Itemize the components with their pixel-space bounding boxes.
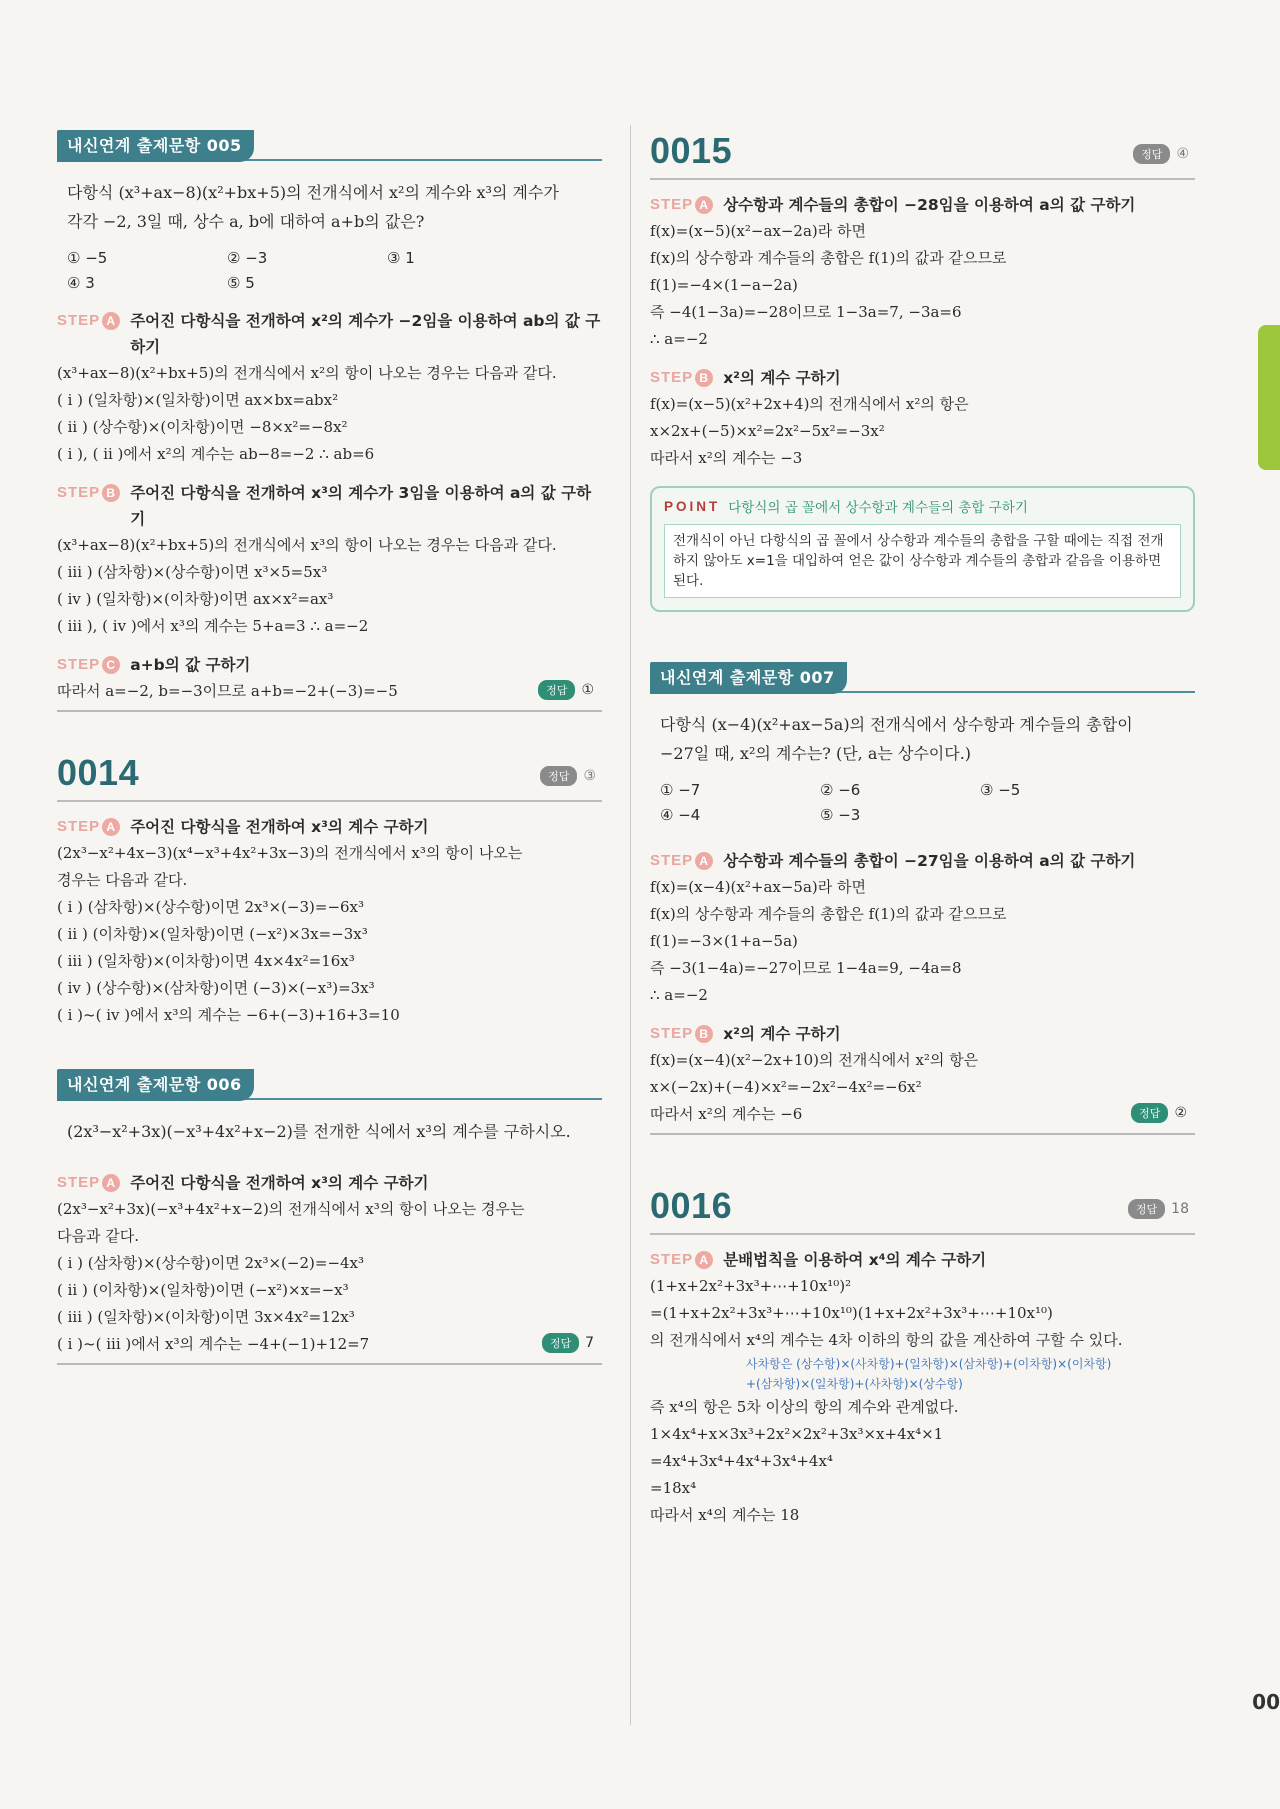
solution-line: (2x³−x²+3x)(−x³+4x²+x−2)의 전개식에서 x³의 항이 나오는 경우는	[57, 1200, 525, 1218]
solution-line: f(x)=(x−5)(x²−ax−2a)라 하면	[650, 222, 866, 240]
step-b	[57, 480, 602, 640]
problem-line: 다항식 (x³+ax−8)(x²+bx+5)의 전개식에서 x²의 계수와 x³의 계수가	[67, 183, 559, 202]
solution-line: ( ii ) (이차항)×(일차항)이면 (−x²)×3x=−3x³	[57, 925, 368, 943]
step-a	[650, 848, 1195, 1009]
choice-4[interactable]: ④ −4	[660, 806, 701, 824]
answer-value: ②	[1174, 1105, 1187, 1121]
choice-5[interactable]: ⑤ −3	[820, 806, 861, 824]
answer	[542, 1333, 594, 1353]
solution-line: f(x)=(x−4)(x²+ax−5a)라 하면	[650, 878, 866, 896]
solution-line: ( i ) (삼차항)×(상수항)이면 2x³×(−3)=−6x³	[57, 898, 365, 916]
problem-text	[67, 178, 602, 236]
step-title: 주어진 다항식을 전개하여 x³의 계수 구하기	[130, 1174, 429, 1192]
step-badge: STEP A	[57, 814, 120, 840]
solution-line: f(x)의 상수항과 계수들의 총합은 f(1)의 값과 같으므로	[650, 249, 1007, 267]
choice-4[interactable]: ④ 3	[67, 274, 95, 292]
solution-line: ( i ) (일차항)×(일차항)이면 ax×bx=abx²	[57, 391, 339, 409]
step-a	[650, 192, 1195, 353]
section-rule	[650, 1133, 1195, 1135]
choices	[67, 246, 602, 296]
step-title: a+b의 값 구하기	[130, 656, 251, 674]
problem-header-006	[57, 1069, 602, 1103]
solution-line: ( iii ) (삼차항)×(상수항)이면 x³×5=5x³	[57, 563, 328, 581]
step-b	[650, 1021, 1195, 1131]
answer-badge: 정답	[1133, 144, 1170, 164]
solution-line: f(x)=(x−5)(x²+2x+4)의 전개식에서 x²의 항은	[650, 395, 969, 413]
point-label: POINT	[664, 498, 721, 514]
step-badge: STEP B	[650, 1021, 713, 1047]
choice-3[interactable]: ③ 1	[387, 249, 415, 267]
point-line: 전개식이 아닌 다항식의 곱 꼴에서 상수항과 계수들의 총합을 구할 때에는 직접 전개	[673, 533, 1164, 549]
step-badge: STEP A	[57, 308, 120, 334]
solution-line: 따라서 x²의 계수는 −6	[650, 1105, 803, 1123]
choice-1[interactable]: ① −5	[67, 249, 108, 267]
solution-line: f(x)=(x−4)(x²−2x+10)의 전개식에서 x²의 항은	[650, 1051, 979, 1069]
solution-line: ( i )~( iii )에서 x³의 계수는 −4+(−1)+12=7	[57, 1335, 370, 1353]
problem-number: 0015	[650, 130, 733, 171]
step-badge: STEP A	[650, 192, 713, 218]
solution-line: ( iv ) (상수항)×(삼차항)이면 (−3)×(−x³)=3x³	[57, 979, 375, 997]
step-a	[57, 814, 602, 1029]
solution-line: 즉 −3(1−4a)=−27이므로 1−4a=9, −4a=8	[650, 959, 962, 977]
solution-line: ( iii ) (일차항)×(이차항)이면 4x×4x²=16x³	[57, 952, 355, 970]
choice-3[interactable]: ③ −5	[980, 781, 1021, 799]
answer-value: 18	[1171, 1201, 1189, 1217]
step-title: 주어진 다항식을 전개하여 x²의 계수가 −2임을 이용하여 ab의 값 구하기	[130, 312, 601, 356]
answer	[1128, 1199, 1189, 1219]
step-badge: STEP A	[57, 1170, 120, 1196]
solution-line: 다음과 같다.	[57, 1227, 139, 1245]
problem-header-007	[650, 662, 1195, 696]
section-rule	[57, 710, 602, 712]
solution-line: ( iv ) (일차항)×(이차항)이면 ax×x²=ax³	[57, 590, 334, 608]
solution-line: 의 전개식에서 x⁴의 계수는 4차 이하의 항의 값을 계산하여 구할 수 있다.	[650, 1331, 1123, 1349]
answer-badge: 정답	[1131, 1103, 1168, 1123]
solution-line: ( iii ) (일차항)×(이차항)이면 3x×4x²=12x³	[57, 1308, 355, 1326]
problem-line: 각각 −2, 3일 때, 상수 a, b에 대하여 a+b의 값은?	[67, 212, 425, 231]
step-title: 분배법칙을 이용하여 x⁴의 계수 구하기	[723, 1251, 987, 1269]
step-badge: STEP C	[57, 652, 120, 678]
answer	[1131, 1103, 1187, 1123]
problem-header-0016	[650, 1185, 1195, 1231]
answer-value: ④	[1176, 146, 1189, 162]
solution-line: ∴ a=−2	[650, 330, 708, 348]
solution-line: ( ii ) (이차항)×(일차항)이면 (−x²)×x=−x³	[57, 1281, 349, 1299]
solution-line: ( i ) (삼차항)×(상수항)이면 2x³×(−2)=−4x³	[57, 1254, 365, 1272]
problem-text	[660, 710, 1195, 768]
problem-tag: 내신연계 출제문항 007	[650, 662, 847, 694]
solution-line: x×(−2x)+(−4)×x²=−2x²−4x²=−6x²	[650, 1078, 922, 1096]
solution-line: 즉 x⁴의 항은 5차 이상의 항의 계수와 관계없다.	[650, 1398, 959, 1416]
solution-line: 따라서 x²의 계수는 −3	[650, 449, 803, 467]
answer	[1133, 144, 1189, 164]
problem-tag: 내신연계 출제문항 006	[57, 1069, 254, 1101]
step-badge: STEP A	[650, 848, 713, 874]
section-rule	[57, 1363, 602, 1365]
annotation-note	[650, 1354, 1195, 1394]
step-badge: STEP B	[57, 480, 120, 506]
answer-value: ①	[581, 682, 594, 698]
problem-text	[67, 1117, 602, 1146]
section-rule	[57, 800, 602, 802]
problem-line: −27일 때, x²의 계수는? (단, a는 상수이다.)	[660, 744, 972, 763]
solution-line: ( i )~( iv )에서 x³의 계수는 −6+(−3)+16+3=10	[57, 1006, 400, 1024]
problem-header-005	[57, 130, 602, 164]
note-line: +(삼차항)×(일차항)+(사차항)×(상수항)	[746, 1377, 963, 1391]
step-b	[650, 365, 1195, 472]
solution-line: =18x⁴	[650, 1479, 697, 1497]
section-rule	[650, 1233, 1195, 1235]
answer-badge: 정답	[542, 1333, 579, 1353]
choices	[660, 778, 1195, 828]
point-line: 하지 않아도 x=1을 대입하여 얻은 값이 상수항과 계수들의 총합과 같음을 이용하면	[673, 553, 1162, 569]
problem-number: 0014	[57, 752, 140, 793]
point-box	[650, 486, 1195, 612]
solution-line: f(x)의 상수항과 계수들의 총합은 f(1)의 값과 같으므로	[650, 905, 1007, 923]
choice-2[interactable]: ② −3	[227, 249, 268, 267]
problem-line: 다항식 (x−4)(x²+ax−5a)의 전개식에서 상수항과 계수들의 총합이	[660, 715, 1133, 734]
step-badge: STEP A	[650, 1247, 713, 1273]
answer	[538, 680, 594, 700]
step-title: 주어진 다항식을 전개하여 x³의 계수가 3임을 이용하여 a의 값 구하기	[130, 484, 592, 528]
solution-line: x×2x+(−5)×x²=2x²−5x²=−3x²	[650, 422, 885, 440]
answer-value: ③	[583, 768, 596, 784]
step-title: 상수항과 계수들의 총합이 −27임을 이용하여 a의 값 구하기	[723, 852, 1136, 870]
solution-line: 즉 −4(1−3a)=−28이므로 1−3a=7, −3a=6	[650, 303, 962, 321]
note-line: 사차항은 (상수항)×(사차항)+(일차항)×(삼차항)+(이차항)×(이차항)	[746, 1357, 1112, 1371]
step-c	[57, 652, 602, 708]
answer-badge: 정답	[1128, 1199, 1165, 1219]
choice-2[interactable]: ② −6	[820, 781, 861, 799]
problem-header-0014	[57, 752, 602, 798]
point-title: 다항식의 곱 꼴에서 상수항과 계수들의 총합 구하기	[728, 500, 1028, 516]
solution-line: ( iii ), ( iv )에서 x³의 계수는 5+a=3 ∴ a=−2	[57, 617, 369, 635]
answer-badge: 정답	[538, 680, 575, 700]
solution-line: 따라서 x⁴의 계수는 18	[650, 1506, 800, 1524]
solution-line: (x³+ax−8)(x²+bx+5)의 전개식에서 x²의 항이 나오는 경우는 다음과 같다.	[57, 364, 557, 382]
solution-line: 경우는 다음과 같다.	[57, 871, 188, 889]
step-title: 상수항과 계수들의 총합이 −28임을 이용하여 a의 값 구하기	[723, 196, 1136, 214]
problem-line: (2x³−x²+3x)(−x³+4x²+x−2)를 전개한 식에서 x³의 계수를 구하시오.	[67, 1122, 571, 1141]
problem-number: 0016	[650, 1185, 733, 1226]
section-rule	[650, 178, 1195, 180]
step-title: 주어진 다항식을 전개하여 x³의 계수 구하기	[130, 818, 429, 836]
point-line: 된다.	[673, 573, 704, 589]
point-body	[664, 524, 1181, 598]
chapter-tab[interactable]	[1258, 325, 1280, 470]
problem-tag: 내신연계 출제문항 005	[57, 130, 254, 162]
answer-value: 7	[585, 1335, 594, 1351]
problem-header-0015	[650, 130, 1195, 176]
solution-line: ∴ a=−2	[650, 986, 708, 1004]
solution-line: (x³+ax−8)(x²+bx+5)의 전개식에서 x³의 항이 나오는 경우는 다음과 같다.	[57, 536, 557, 554]
column-divider	[630, 125, 631, 1725]
left-column	[57, 130, 602, 1365]
page-number: 00	[1252, 1690, 1280, 1714]
step-a	[57, 308, 602, 468]
solution-line: (1+x+2x²+3x³+⋯+10x¹⁰)²	[650, 1277, 852, 1295]
solution-line: f(1)=−4×(1−a−2a)	[650, 276, 798, 294]
solution-line: (2x³−x²+4x−3)(x⁴−x³+4x²+3x−3)의 전개식에서 x³의 항이 나오는	[57, 844, 523, 862]
choice-1[interactable]: ① −7	[660, 781, 701, 799]
right-column	[650, 130, 1195, 1529]
solution-line: =(1+x+2x²+3x³+⋯+10x¹⁰)(1+x+2x²+3x³+⋯+10x¹⁰)	[650, 1304, 1053, 1322]
step-badge: STEP B	[650, 365, 713, 391]
answer	[540, 766, 596, 786]
step-a	[57, 1170, 602, 1361]
choice-5[interactable]: ⑤ 5	[227, 274, 255, 292]
solution-line: ( i ), ( ii )에서 x²의 계수는 ab−8=−2 ∴ ab=6	[57, 445, 375, 463]
solution-line: ( ii ) (상수항)×(이차항)이면 −8×x²=−8x²	[57, 418, 348, 436]
step-title: x²의 계수 구하기	[723, 369, 841, 387]
step-title: x²의 계수 구하기	[723, 1025, 841, 1043]
solution-line: f(1)=−3×(1+a−5a)	[650, 932, 798, 950]
solution-line: 따라서 a=−2, b=−3이므로 a+b=−2+(−3)=−5	[57, 682, 398, 700]
solution-line: 1×4x⁴+x×3x³+2x²×2x²+3x³×x+4x⁴×1	[650, 1425, 944, 1443]
step-a	[650, 1247, 1195, 1529]
answer-badge: 정답	[540, 766, 577, 786]
solution-line: =4x⁴+3x⁴+4x⁴+3x⁴+4x⁴	[650, 1452, 833, 1470]
